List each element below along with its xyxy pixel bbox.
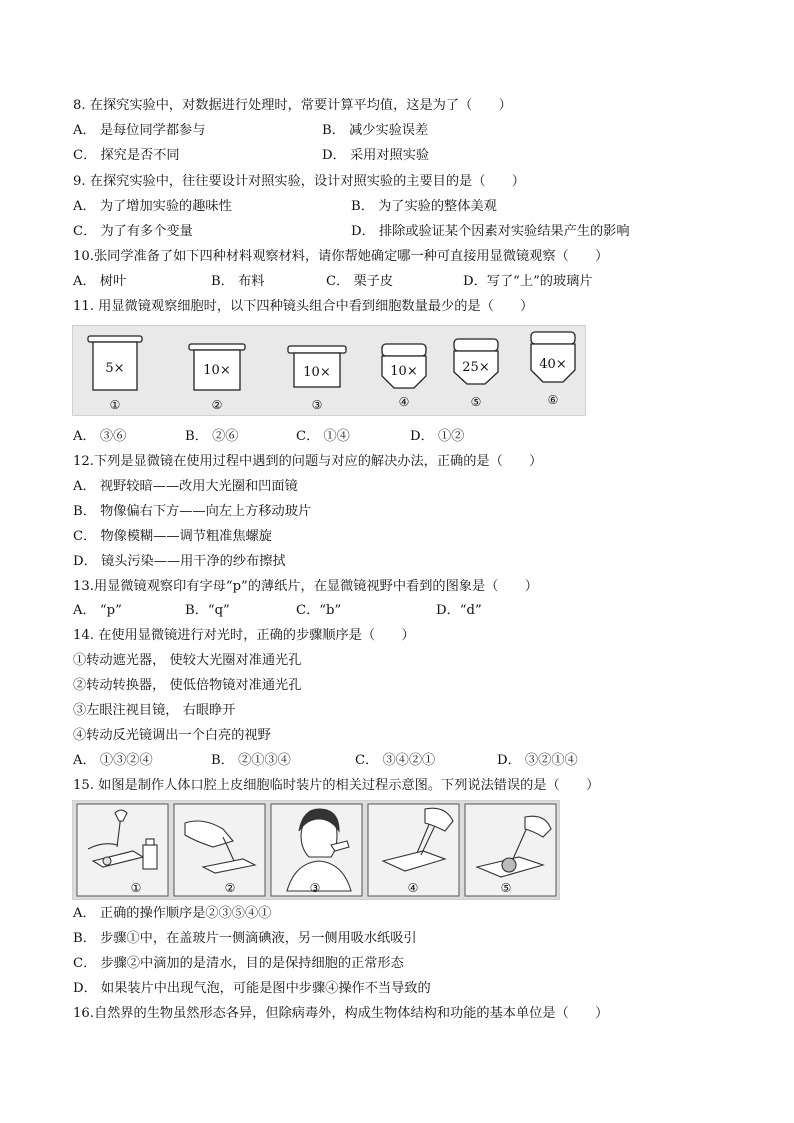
lens-5-top: [454, 339, 498, 351]
q15-option-a: A． 正确的操作顺序是②③⑤④①: [73, 906, 272, 921]
step-label-5: ⑤: [500, 881, 512, 895]
lens-1-label: ①: [109, 398, 121, 412]
q14-option-a: A． ①③②④: [73, 753, 153, 768]
q10-option-a: A． 树叶: [73, 274, 127, 289]
step-label-1: ①: [130, 881, 142, 895]
lens-6-top: [531, 332, 575, 344]
q14-step-2: ②转动转换器， 使低倍物镜对准通光孔: [73, 678, 302, 693]
q14-option-c: C． ③④②①: [355, 753, 436, 768]
q13-option-d: D．“d”: [436, 603, 482, 618]
lens-1-mag: 5×: [105, 361, 125, 376]
q9-option-a: A． 为了增加实验的趣味性: [73, 199, 232, 214]
q10-option-c: C． 栗子皮: [326, 274, 394, 289]
q13-option-a: A． “p”: [73, 603, 122, 618]
question-9-stem: 9. 在探究实验中，往往要设计对照实验，设计对照实验的主要目的是（ ）: [73, 174, 525, 189]
q12-option-a: A． 视野较暗——改用大光圈和凹面镜: [73, 479, 298, 494]
lens-2-rim: [189, 344, 245, 350]
lens-6-label: ⑥: [547, 393, 559, 407]
q8-option-d: D． 采用对照实验: [322, 148, 430, 163]
slide-steps-figure: [72, 800, 560, 900]
q14-option-b: B． ②①③④: [211, 753, 291, 768]
q12-option-d: D． 镜头污染——用干净的纱布擦拭: [73, 554, 286, 569]
question-10-stem: 10.张同学准备了如下四种材料观察材料，请你帮她确定哪一种可直接用显微镜观察（ ）: [73, 249, 609, 264]
lens-3-mag: 10×: [303, 365, 331, 380]
lens-5-mag: 25×: [462, 360, 490, 375]
q14-option-d: D． ③②①④: [497, 753, 578, 768]
lens-4-mag: 10×: [390, 364, 418, 379]
q11-option-d: D． ①②: [410, 429, 465, 444]
q12-option-b: B． 物像偏右下方——向左上方移动玻片: [73, 504, 312, 519]
lens-2-label: ②: [211, 398, 223, 412]
lens-2-mag: 10×: [203, 363, 231, 378]
q13-option-b: B．“q”: [185, 603, 230, 618]
lens-figure: [72, 325, 586, 416]
q15-option-d: D． 如果装片中出现气泡，可能是图中步骤④操作不当导致的: [73, 981, 431, 996]
step-label-3: ③: [309, 881, 321, 895]
q12-option-c: C． 物像模糊——调节粗准焦螺旋: [73, 529, 272, 544]
slide-steps-drawing: [73, 801, 559, 899]
question-8-stem: 8. 在探究实验中，对数据进行处理时，常要计算平均值，这是为了（ ）: [73, 98, 512, 113]
lens-5-label: ⑤: [470, 395, 482, 409]
q11-option-c: C． ①④: [296, 429, 350, 444]
q9-option-b: B． 为了实验的整体美观: [351, 199, 497, 214]
q13-option-c: C．“b”: [296, 603, 342, 618]
lens-6-mag: 40×: [539, 357, 567, 372]
q9-option-d: D． 排除或验证某个因素对实验结果产生的影响: [351, 224, 630, 239]
q9-option-c: C． 为了有多个变量: [73, 224, 193, 239]
lens-3-label: ③: [311, 398, 323, 412]
question-15-stem: 15. 如图是制作人体口腔上皮细胞临时装片的相关过程示意图。下列说法错误的是（ ）: [73, 778, 600, 793]
q10-option-b: B． 布料: [211, 274, 265, 289]
question-16-stem: 16.自然界的生物虽然形态各异，但除病毒外，构成生物体结构和功能的基本单位是（ ）: [73, 1006, 609, 1021]
question-13-stem: 13.用显微镜观察印有字母“p”的薄纸片，在显微镜视野中看到的图象是（ ）: [73, 579, 538, 594]
lens-3-rim: [288, 346, 346, 353]
q14-step-3: ③左眼注视目镜， 右眼睁开: [73, 703, 236, 718]
step-label-2: ②: [224, 881, 236, 895]
q14-step-1: ①转动遮光器， 使较大光圈对准通光孔: [73, 653, 302, 668]
lens-4-top: [382, 344, 426, 356]
question-11-stem: 11. 用显微镜观察细胞时，以下四种镜头组合中看到细胞数量最少的是（ ）: [73, 299, 534, 314]
q11-option-b: B． ②⑥: [185, 429, 239, 444]
lens-1-rim: [88, 336, 142, 342]
q15-option-b: B． 步骤①中，在盖玻片一侧滴碘液，另一侧用吸水纸吸引: [73, 931, 417, 946]
lens-4-label: ④: [398, 395, 410, 409]
step-panel-2: [174, 804, 265, 896]
lens-figure-drawing: [73, 326, 585, 415]
q15-option-c: C． 步骤②中滴加的是清水，目的是保持细胞的正常形态: [73, 956, 404, 971]
q8-option-a: A． 是每位同学都参与: [73, 123, 206, 138]
q11-option-a: A． ③⑥: [73, 429, 127, 444]
q8-option-b: B． 减少实验误差: [322, 123, 429, 138]
q10-option-d: D．写了“上”的玻璃片: [463, 274, 593, 289]
question-14-stem: 14. 在使用显微镜进行对光时，正确的步骤顺序是（ ）: [73, 628, 415, 643]
step-label-4: ④: [407, 881, 419, 895]
question-12-stem: 12.下列是显微镜在使用过程中遇到的问题与对应的解决办法，正确的是（ ）: [73, 454, 543, 469]
q8-option-c: C． 探究是否不同: [73, 148, 180, 163]
q14-step-4: ④转动反光镜调出一个白亮的视野: [73, 728, 271, 743]
